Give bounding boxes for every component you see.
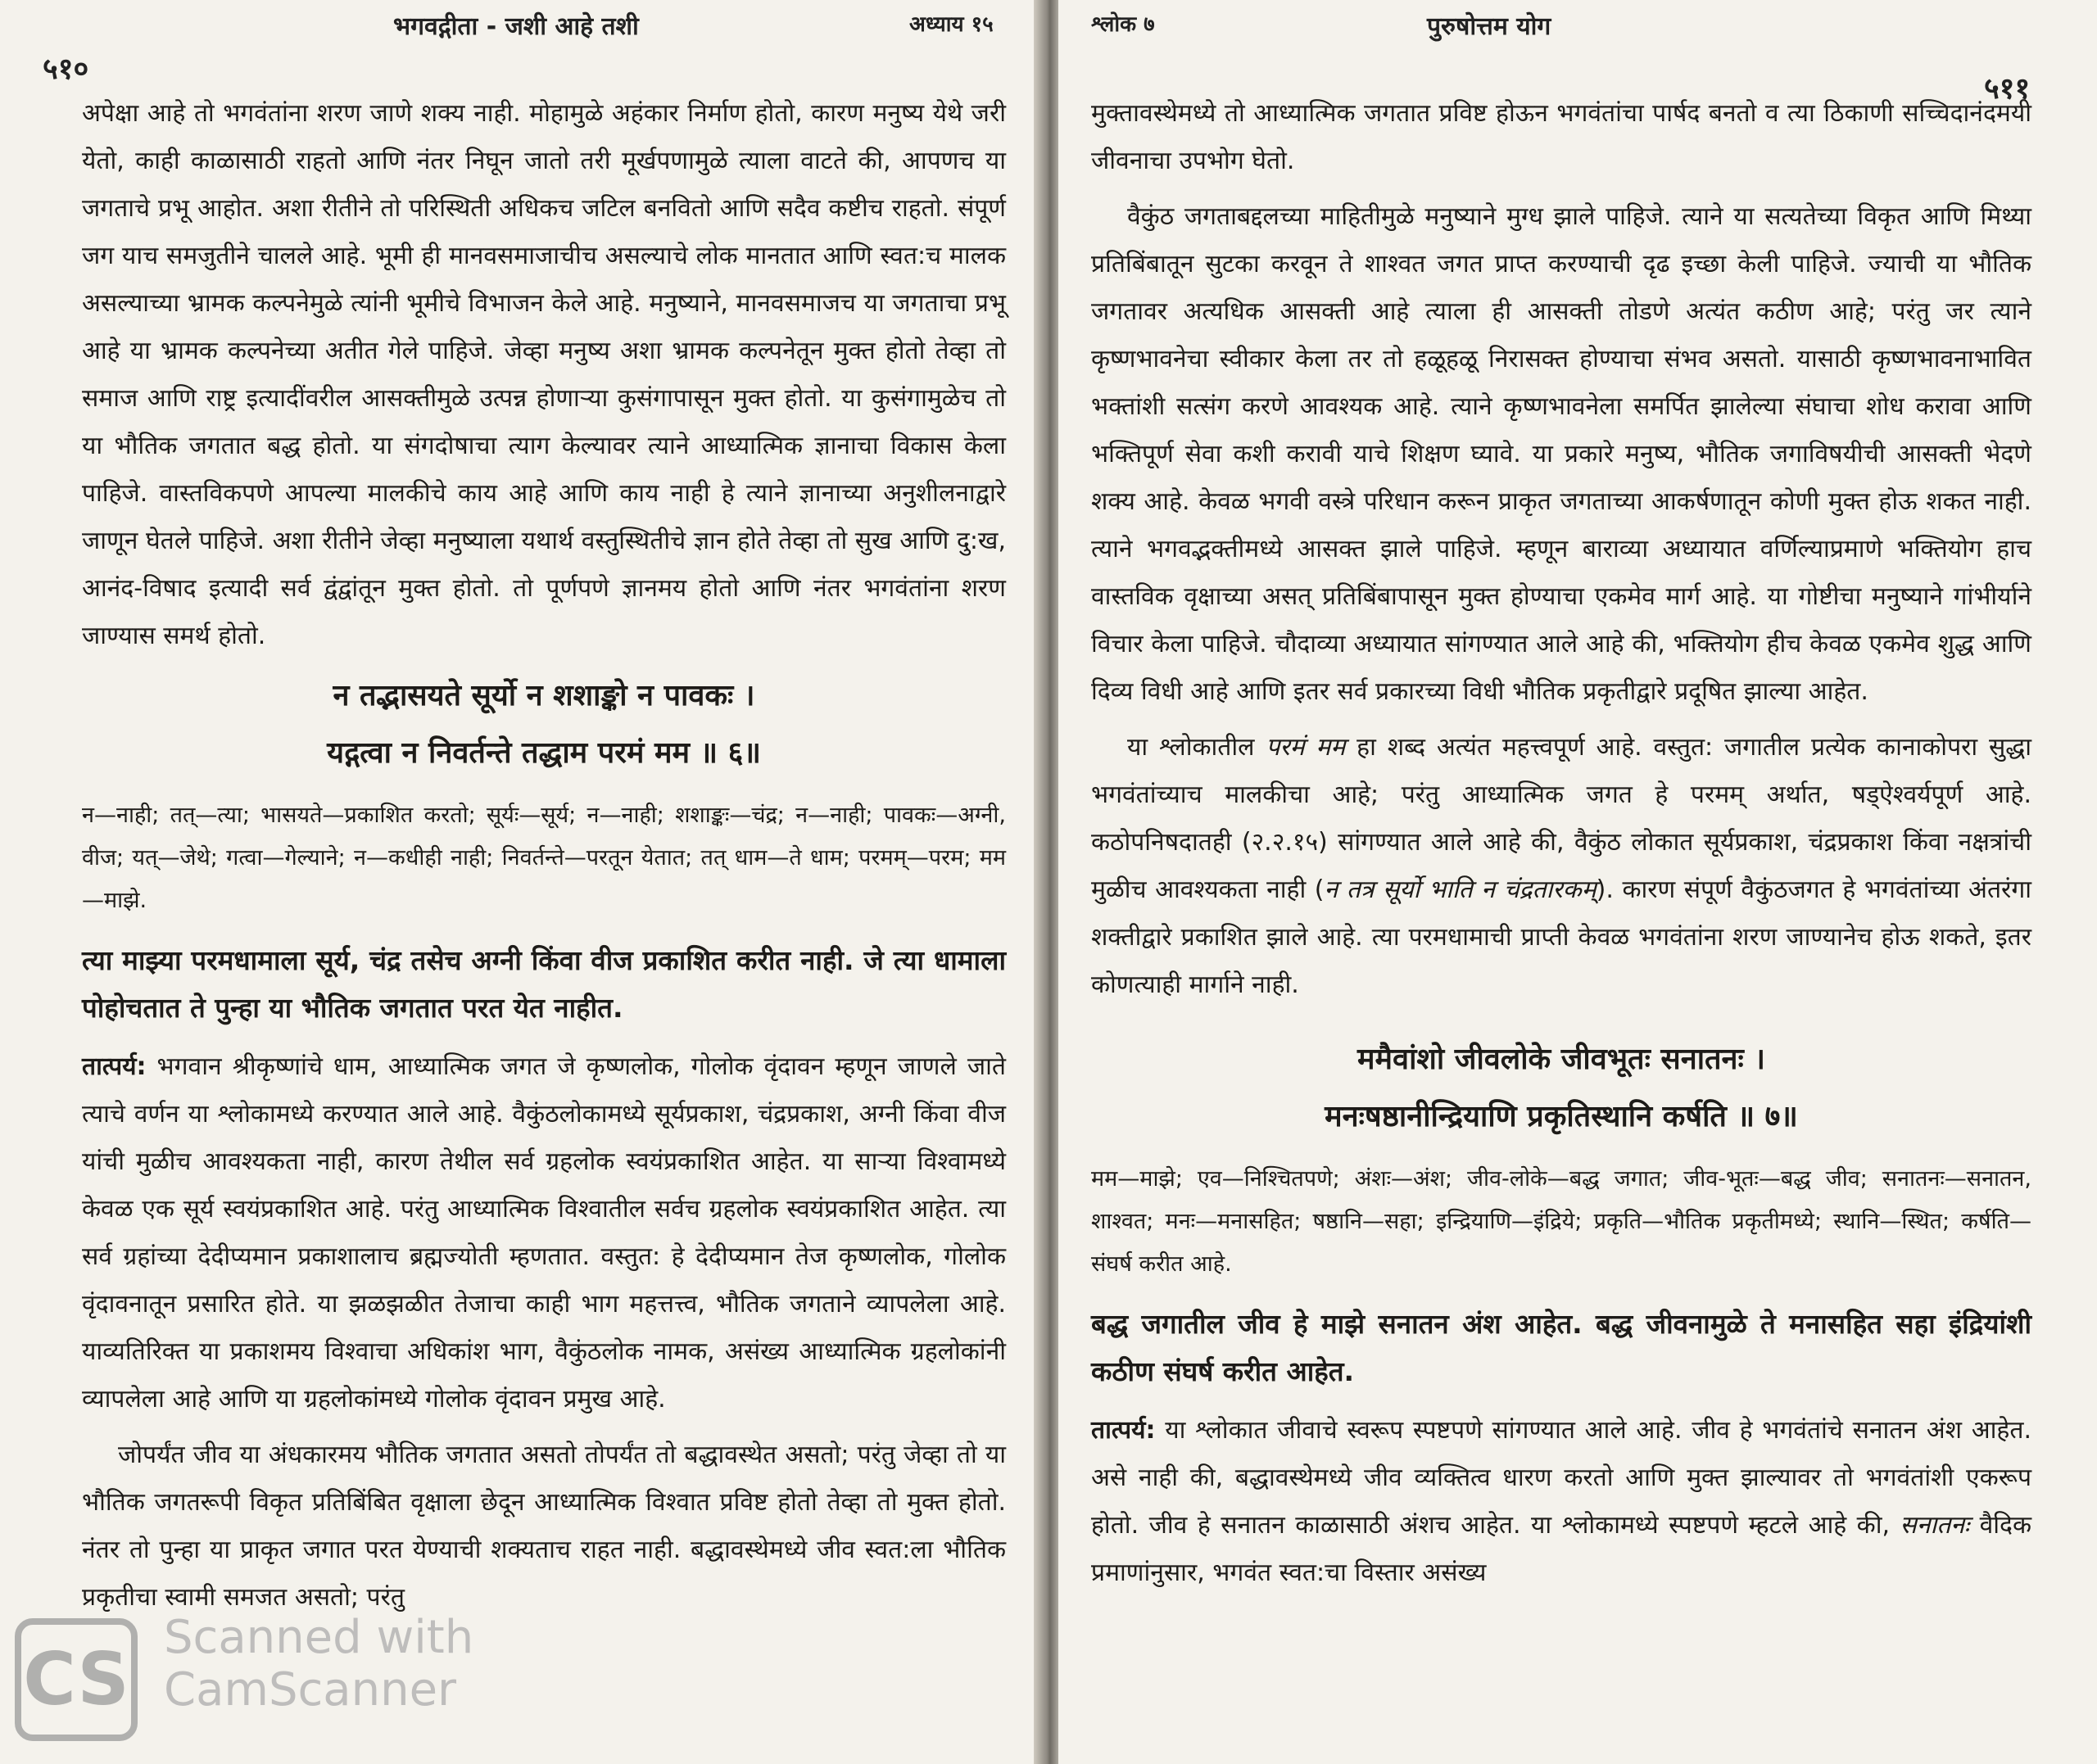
watermark-line-1: Scanned with <box>164 1611 474 1664</box>
purport-text-b: वैदिक प्रमाणांनुसार, भगवंत स्वत:चा विस्तार असंख्य <box>1091 1511 2031 1587</box>
camscanner-logo-icon: CS <box>15 1618 138 1741</box>
verse-7-line-1: ममैवांशो जीवलोके जीवभूतः सनातनः । <box>1357 1043 1765 1076</box>
verse-7-translation: बद्ध जगातील जीव हे माझे सनातन अंश आहेत. बद्ध जीवनामुळे ते मनासहित सहा इंद्रियांशी कठीण संघर्ष करीत आहेत. <box>1091 1308 2031 1387</box>
right-running-title: पुरुषोत्तम योग <box>1427 12 1551 41</box>
verse-6-line-1: न तद्भासयते सूर्यो न शशाङ्को न पावकः । <box>333 679 755 712</box>
watermark-line-2: CamScanner <box>164 1663 457 1717</box>
left-intro-paragraph: अपेक्षा आहे तो भगवंतांना शरण जाणे शक्य नाही. मोहामुळे अहंकार निर्माण होतो, कारण मनुष्य येथे जरी येतो, काही काळासाठी राहतो आणि नंतर निघून जातो तरी मूर्खपणामुळे त्याला वाटते की, आपणच या जगताचे प्रभू आहोत. अशा रीतीने तो परिस्थिती अधिकच जटिल बनवितो आणि सदैव कष्टीच राहतो. संपूर्ण जग याच समजुतीने चालले आहे. भूमी ही मानवसमाजाचीच असल्याचे लोक मानतात आणि स्वत:च मालक असल्याच्या भ्रामक कल्पनेमुळे त्यांनी भूमीचे विभाजन केले आहे. मनुष्याने, मानवसमाजच या जगताचा प्रभू आहे या भ्रामक कल्पनेच्या अतीत गेले पाहिजे. जेव्हा मनुष्य अशा भ्रामक कल्पनेतून मुक्त होतो तेव्हा तो समाज आणि राष्ट्र इत्यादींवरील आसक्तीमुळे उत्पन्न होणाऱ्या कुसंगापासून मुक्त होतो. या कुसंगामुळेच तो या भौतिक जगतात बद्ध होतो. या संगदोषाचा त्याग केल्यावर त्याने आध्यात्मिक ज्ञानाचा विकास केला पाहिजे. वास्तविकपणे आपल्या मालकीचे काय आहे आणि काय नाही हे त्याने ज्ञानाच्या अनुशीलनाद्वारे जाणून घेतले पाहिजे. अशा रीतीने जेव्हा मनुष्याला यथार्थ वस्तुस्थितीचे ज्ञान होते तेव्हा तो सुख आणि दु:ख, आनंद-विषाद इत्यादी सर्व द्वंद्वांतून मुक्त होतो. तो पूर्णपणे ज्ञानमय होतो आणि नंतर भगवंतांना शरण जाण्यास समर्थ होतो. <box>82 99 1006 650</box>
paragraph-3-italic: परमं मम <box>1266 733 1346 762</box>
verse-7-line-2: मनःषष्ठानीन्द्रियाणि प्रकृतिस्थानि कर्षति ॥ ७॥ <box>1325 1100 1798 1133</box>
right-page-number: ५११ <box>1984 72 2031 106</box>
left-chapter-label: अध्याय १५ <box>909 12 994 37</box>
paragraph-3-part-c: ). कारण संपूर्ण वैकुंठजगत हे भगवंतांच्या अंतरंगा शक्तीद्वारे प्रकाशित झाले आहे. त्या परमधामाची प्राप्ती केवळ भगवंतांना शरण जाण्यानेच होऊ शकते, इतर कोणत्याही मार्गाने नाही. <box>1091 875 2031 999</box>
purport-label: तात्पर्य: <box>82 1052 147 1081</box>
right-page <box>1058 0 2097 1764</box>
paragraph-3-part-a: या श्लोकातील <box>1127 733 1266 762</box>
verse-6-synonyms: न—नाही; तत्—त्या; भासयते—प्रकाशित करतो; सूर्यः—सूर्य; न—नाही; शशाङ्कः—चंद्र; न—नाही; पावकः—अग्नी, वीज; यत्—जेथे; गत्वा—गेल्याने; न—कधीही नाही; निवर्तन्ते—परतून येतात; तत् धाम—ते धाम; परमम्—परम; मम—माझे. <box>82 803 1006 913</box>
verse-6-translation: त्या माझ्या परमधामाला सूर्य, चंद्र तसेच अग्नी किंवा वीज प्रकाशित करीत नाही. जे त्या धामाला पोहोचतात ते पुन्हा या भौतिक जगतात परत येत नाहीत. <box>82 944 1006 1024</box>
purport-text-a: या श्लोकात जीवाचे स्वरूप स्पष्टपणे सांगण्यात आले आहे. जीव हे भगवंतांचे सनातन अंश आहेत. असे नाही की, बद्धावस्थेमध्ये जीव व्यक्तित्व धारण करतो आणि मुक्त झाल्यावर तो भगवंतांशी एकरूप होतो. जीव हे सनातन काळासाठी अंशच आहेत. या श्लोकामध्ये स्पष्टपणे म्हटले आहे की, <box>1091 1416 2031 1540</box>
paragraph-3-part-b: हा शब्द अत्यंत महत्त्वपूर्ण आहे. वस्तुत: जगातील प्रत्येक कानाकोपरा सुद्धा भगवंतांच्याच मालकीचा आहे; परंतु आध्यात्मिक जगत हे परमम् अर्थात, षड्ऐश्वर्यपूर्ण आहे. कठोपनिषदातही (२.२.१५) सांगण्यात आले आहे की, वैकुंठ लोकात सूर्यप्रकाश, चंद्रप्रकाश किंवा नक्षत्रांची मुळीच आवश्यकता नाही ( <box>1091 733 2032 904</box>
right-verse-label: श्लोक ७ <box>1091 12 1155 37</box>
scanner-watermark <box>164 1612 590 1717</box>
verse-7-purport <box>1091 1407 2031 1597</box>
left-running-title: भगवद्गीता - जशी आहे तशी <box>393 12 639 41</box>
paragraph-3-quote: न तत्र सूर्यो भाति न चंद्रतारकम् <box>1324 875 1597 904</box>
verse-6-purport <box>82 1043 1006 1423</box>
purport-text: भगवान श्रीकृष्णांचे धाम, आध्यात्मिक जगत जे कृष्णलोक, गोलोक वृंदावन म्हणून जाणले जाते त्याचे वर्णन या श्लोकामध्ये करण्यात आले आहे. वैकुंठलोकामध्ये सूर्यप्रकाश, चंद्रप्रकाश, अग्नी किंवा वीज यांची मुळीच आवश्यकता नाही, कारण तेथील सर्व ग्रहलोक स्वयंप्रकाशित आहेत. या साऱ्या विश्वामध्ये केवळ एक सूर्य स्वयंप्रकाशित आहे. परंतु आध्यात्मिक विश्वातील सर्वच ग्रहलोक स्वयंप्रकाशित आहेत. त्या सर्व ग्रहांच्या देदीप्यमान प्रकाशालाच ब्रह्मज्योती म्हणतात. वस्तुत: हे देदीप्यमान तेज कृष्णलोक, गोलोक वृंदावनातून प्रसारित होते. या झळझळीत तेजाचा काही भाग महत्तत्त्व, भौतिक जगताने व्यापलेला आहे. याव्यतिरिक्त या प्रकाशमय विश्वाचा अधिकांश भाग, वैकुंठलोक नामक, असंख्य आध्यात्मिक ग्रहलोकांनी व्यापलेला आहे आणि या ग्रहलोकांमध्ये गोलोक वृंदावन प्रमुख आहे. <box>82 1052 1006 1413</box>
verse-7-synonyms: मम—माझे; एव—निश्चितपणे; अंशः—अंश; जीव-लोके—बद्ध जगात; जीव-भूतः—बद्ध जीव; सनातनः—सनातन, शाश्वत; मनः—मनासहित; षष्ठानि—सहा; इन्द्रियाणि—इंद्रिये; प्रकृति—भौतिक प्रकृतीमध्ये; स्थानि—स्थित; कर्षति—संघर्ष करीत आहे. <box>1091 1166 2031 1277</box>
verse-6-line-2: यद्गत्वा न निवर्तन्ते तद्धाम परमं मम ॥ ६॥ <box>327 736 761 770</box>
left-page <box>0 0 1039 1764</box>
left-page-number: ५१० <box>43 52 89 86</box>
left-last-paragraph: जोपर्यंत जीव या अंधकारमय भौतिक जगतात असतो तोपर्यंत तो बद्धावस्थेत असतो; परंतु जेव्हा तो या भौतिक जगतरूपी विकृत प्रतिबिंबित वृक्षाला छेदून आध्यात्मिक विश्वात प्रविष्ट होतो तेव्हा तो मुक्त होतो. नंतर तो पुन्हा या प्राकृत जगात परत येण्याची शक्यताच राहत नाही. बद्धावस्थेमध्ये जीव स्वत:ला भौतिक प्रकृतीचा स्वामी समजत असतो; परंतु <box>82 1441 1006 1612</box>
purport-label: तात्पर्य: <box>1091 1416 1156 1445</box>
right-paragraph-2: वैकुंठ जगताबद्दलच्या माहितीमुळे मनुष्याने मुग्ध झाले पाहिजे. त्याने या सत्यतेच्या विकृत आणि मिथ्या प्रतिबिंबातून सुटका करवून ते शाश्वत जगत प्राप्त करण्याची दृढ इच्छा केली पाहिजे. ज्याची या भौतिक जगतावर अत्यधिक आसक्ती आहे त्याला ही आसक्ती तोडणे अत्यंत कठीण आहे; परंतु जर त्याने कृष्णभावनेचा स्वीकार केला तर तो हळूहळू निरासक्त होण्याचा संभव असतो. यासाठी कृष्णभावनाभावित भक्तांशी सत्संग करणे आवश्यक आहे. त्याने कृष्णभावनेला समर्पित झालेल्या संघाचा शोध करावा आणि भक्तिपूर्ण सेवा कशी करावी याचे शिक्षण घ्यावे. या प्रकारे मनुष्य, भौतिक जगाविषयीची आसक्ती भेदणे शक्य आहे. केवळ भगवी वस्त्रे परिधान करून प्राकृत जगताच्या आकर्षणातून कोणी मुक्त होऊ शकत नाही. त्याने भगवद्भक्तीमध्ये आसक्त झाले पाहिजे. म्हणून बाराव्या अध्यायात वर्णिल्याप्रमाणे भक्तियोग हाच वास्तविक वृक्षाच्या असत् प्रतिबिंबापासून मुक्त होण्याचा एकमेव मार्ग आहे. या गोष्टीचा मनुष्याने गांभीर्याने विचार केला पाहिजे. चौदाव्या अध्यायात सांगण्यात आले आहे की, भक्तियोग हीच केवळ एकमेव शुद्ध आणि दिव्य विधी आहे आणि इतर सर्व प्रकारच्या विधी भौतिक प्रकृतीद्वारे प्रदूषित झाल्या आहेत. <box>1091 202 2031 706</box>
purport-italic: सनातनः <box>1900 1511 1970 1540</box>
right-paragraph-3 <box>1091 724 2031 1009</box>
right-intro-paragraph: मुक्तावस्थेमध्ये तो आध्यात्मिक जगतात प्रविष्ट होऊन भगवंतांचा पार्षद बनतो व त्या ठिकाणी सच्चिदानंदमयी जीवनाचा उपभोग घेतो. <box>1091 99 2031 175</box>
